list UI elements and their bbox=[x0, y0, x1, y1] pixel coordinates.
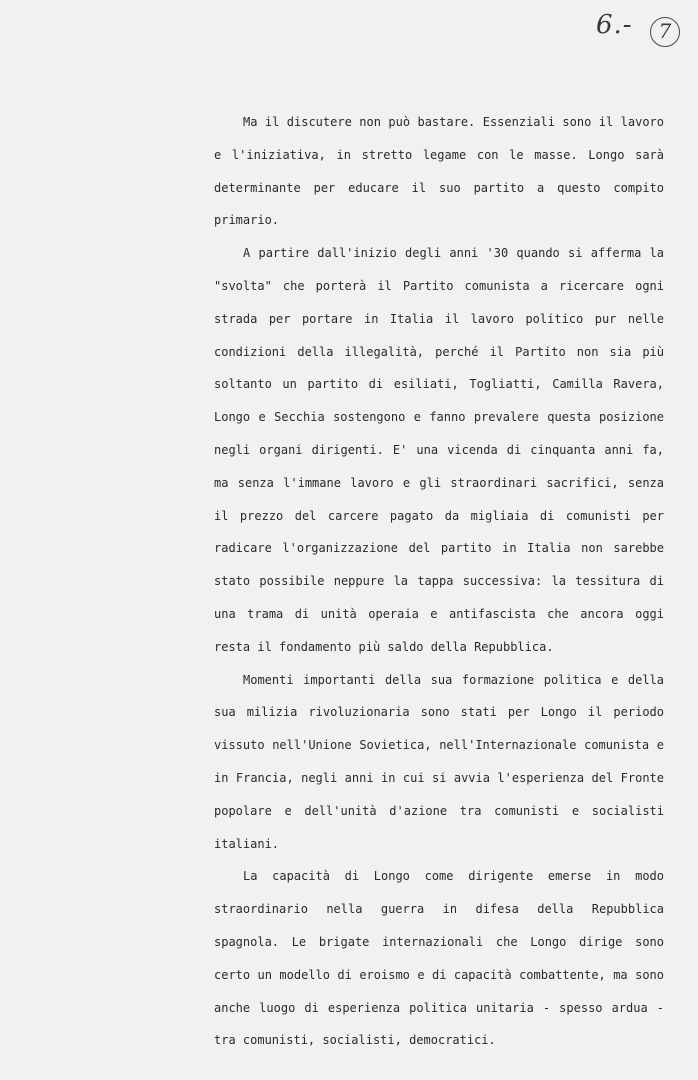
paragraph-4: La capacità di Longo come dirigente emerse in modo straordinario nella guerra in difesa della Repubblica spagnola. Le brigate internazionali che Longo dirige sono certo un modello di eroismo e di capacità combattente, ma sono anche luogo di esperienza politica unitaria - spesso ardua - tra comunisti, socialisti, democratici. bbox=[214, 869, 664, 1048]
paragraph-2: A partire dall'inizio degli anni '30 quando si afferma la "svolta" che porterà il Partito comunista a ricercare ogni strada per portare in Italia il lavoro politico pur nelle condizioni della illegalità, perché il Partito non sia più soltanto un partito di esiliati, Togliatti, Camilla Ravera, Longo e Secchia sostengono e fanno prevalere questa posizione negli organi dirigenti. E' una vicenda di cinquanta anni fa, ma senza l'immane lavoro e gli straordinari sacrifici, senza il prezzo del carcere pagato da migliaia di comunisti per radicare l'organizzazione del partito in Italia non sarebbe stato possibile neppure la tappa successiva: la tessitura di una trama di unità operaia e antifascista che ancora oggi resta il fondamento più saldo della Repubblica. bbox=[214, 246, 664, 654]
paragraph-3: Momenti importanti della sua formazione politica e della sua milizia rivoluzionaria sono stati per Longo il periodo vissuto nell'Unione Sovietica, nell'Internazionale comunista e in Francia, negli anni in cui si avvia l'esperienza del Fronte popolare e dell'unità d'azione tra comunisti e socialisti italiani. bbox=[214, 672, 664, 851]
body-text bbox=[214, 106, 664, 1057]
page-number: 6.- bbox=[596, 10, 633, 40]
circled-sheet-number: 7 bbox=[650, 17, 680, 47]
paragraph-1: Ma il discutere non può bastare. Essenziali sono il lavoro e l'iniziativa, in stretto legame con le masse. Longo sarà determinante per educare il suo partito a questo compito primario. bbox=[214, 115, 664, 228]
